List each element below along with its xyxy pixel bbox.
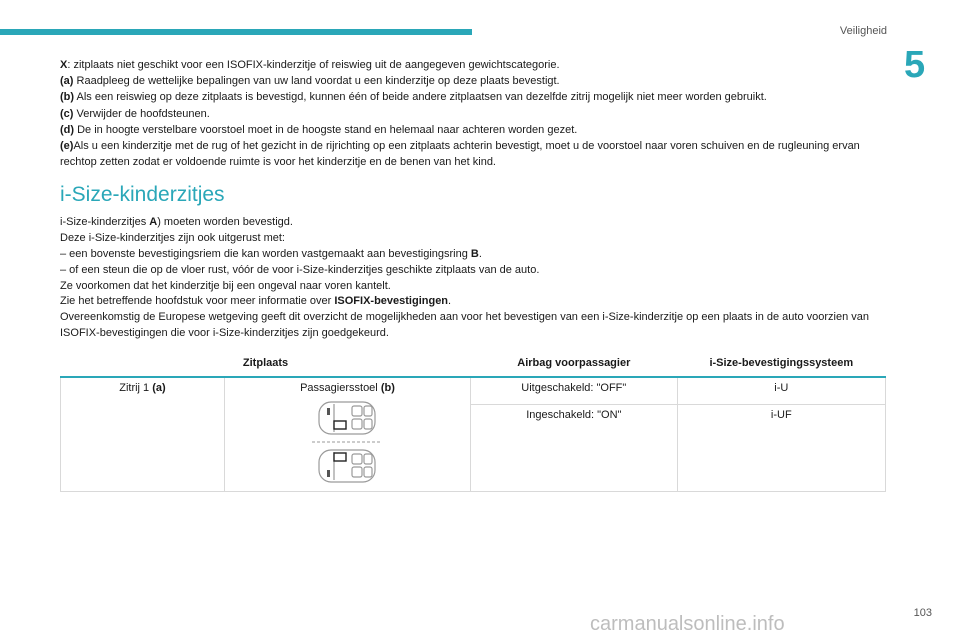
col-header-seat: Zitplaats xyxy=(61,350,471,377)
airbag-on-cell: Ingeschakeld: "ON" xyxy=(471,404,678,491)
page-content xyxy=(60,57,890,342)
isize-body xyxy=(60,215,890,341)
isize-p1: i-Size-kinderzitjes A) moeten worden bevestigd. xyxy=(60,216,293,229)
isize-p6: Zie het betreffende hoofdstuk voor meer informatie over ISOFIX-bevestigingen. xyxy=(60,295,452,308)
seat-label: Passagiersstoel (b) xyxy=(300,382,395,394)
system-on-cell: i-UF xyxy=(677,404,885,491)
isize-p5: Ze voorkomen dat het kinderzitje bij een ongeval naar voren kantelt. xyxy=(60,279,391,292)
table-row xyxy=(61,377,886,404)
note-x: X: zitplaats niet geschikt voor een ISOFIX-kinderzitje of reiswieg uit de aangegeven gewichtscategorie. xyxy=(60,59,560,71)
footnotes xyxy=(60,57,890,170)
note-a: (a) Raadpleeg de wettelijke bepalingen van uw land voordat u een kinderzitje op deze plaats bevestigt. xyxy=(60,75,560,88)
seat-cell xyxy=(224,377,470,492)
note-c: (c) Verwijder de hoofdsteunen. xyxy=(60,107,210,120)
col-header-airbag: Airbag voorpassagier xyxy=(471,350,678,377)
note-d: (d) De in hoogte verstelbare voorstoel moet in de hoogste stand en helemaal naar achteren worden gezet. xyxy=(60,123,578,136)
header-accent-bar xyxy=(0,29,472,35)
page-number: 103 xyxy=(913,607,932,619)
note-b: (b) Als een reiswieg op deze zitplaats is bevestigd, kunnen één of beide andere zitplaatsen van dezelfde zitrij mogelijk niet meer worden gebruikt. xyxy=(60,91,767,104)
note-e: (e)Als u een kinderzitje met de rug of het gezicht in de rijrichting op een zitplaats achterin bevestigt, moet u de voorstoel naar voren schuiven en de rugleuning ervan rechtop zetten zodat er voldoende ruimte is voor het kinderzitje en de benen van het kind. xyxy=(60,140,860,169)
isize-p3: – een bovenste bevestigingsriem die kan worden vastgemaakt aan bevestigingsring B. xyxy=(60,248,482,261)
chapter-number: 5 xyxy=(904,44,926,86)
watermark: carmanualsonline.info xyxy=(590,613,785,635)
table-header-row xyxy=(61,350,886,377)
isize-heading: i-Size-kinderzitjes xyxy=(60,183,225,207)
system-off-cell: i-U xyxy=(677,377,885,404)
isize-p7: Overeenkomstig de Europese wetgeving geeft dit overzicht de mogelijkheden aan voor het bevestigen van een i-Size-kinderzitje op een plaats in de auto voorzien van ISOFIX-bevestigingen die voor i-Size-kinderzitjes zijn goedgekeurd. xyxy=(60,311,869,339)
isize-p2: Deze i-Size-kinderzitjes zijn ook uitgerust met: xyxy=(60,232,285,245)
section-title: Veiligheid xyxy=(839,25,887,37)
isize-table xyxy=(60,350,886,492)
isize-p4: – of een steun die op de vloer rust, vóór de voor i-Size-kinderzitjes geschikte zitplaats van de auto. xyxy=(60,263,540,276)
car-seat-diagram-icon xyxy=(229,400,466,487)
col-header-system: i-Size-bevestigingssysteem xyxy=(677,350,885,377)
airbag-off-cell: Uitgeschakeld: "OFF" xyxy=(471,377,678,404)
row-label-cell: Zitrij 1 (a) xyxy=(61,377,225,492)
